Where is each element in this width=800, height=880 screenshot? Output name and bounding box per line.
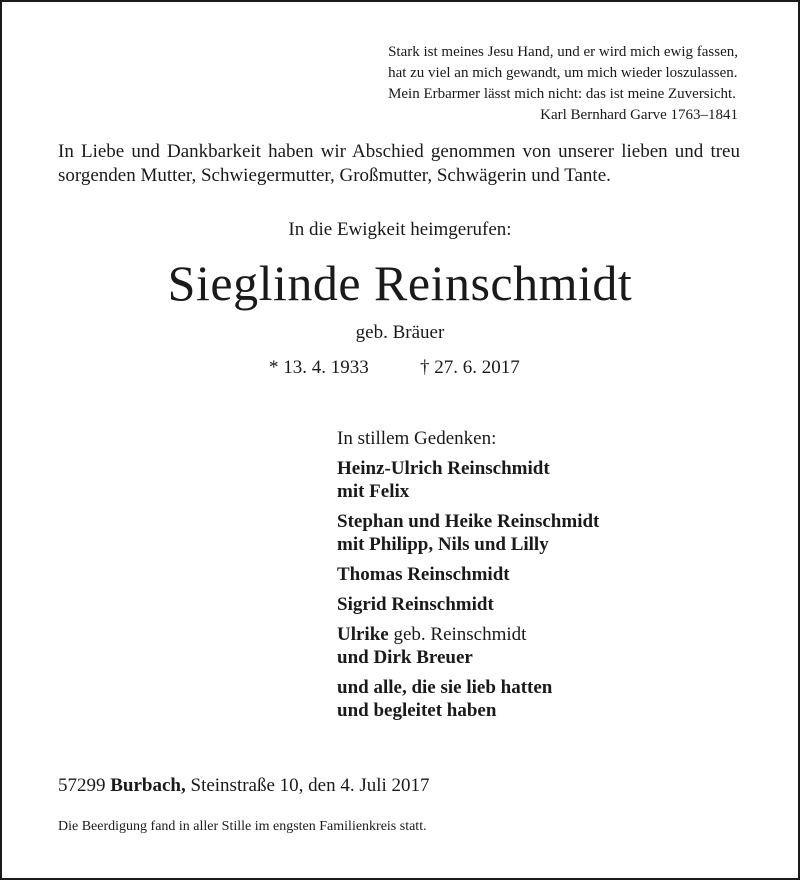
mourner-group: [337, 593, 599, 616]
address-date: Steinstraße 10, den 4. Juli 2017: [185, 775, 430, 796]
mourner-group: [337, 623, 599, 669]
maiden-name: geb. Bräuer: [355, 322, 445, 343]
mourner-line: und begleitet haben: [337, 700, 497, 721]
poem-line: Stark ist meines Jesu Hand, und er wird mich ewig fassen,: [388, 44, 738, 60]
mourner-line: Heinz-Ulrich Reinschmidt: [337, 458, 550, 479]
place-date-line: [58, 775, 430, 797]
intro-text: In Liebe und Dankbarkeit haben wir Abschied genommen von unserer lieben und treu sorgenden Mutter, Schwiegermutter, Großmutter, Schwägerin und Tante.: [58, 141, 740, 186]
mourner-line: Stephan und Heike Reinschmidt: [337, 511, 600, 532]
postal-code: 57299: [58, 775, 111, 796]
mourner-line: und Dirk Breuer: [337, 647, 473, 668]
heimgerufen-line: In die Ewigkeit heimgerufen:: [288, 219, 512, 240]
deceased-name: Sieglinde Reinschmidt: [167, 255, 633, 311]
poem-block: [388, 42, 738, 126]
mourner-line: [337, 623, 599, 646]
mourners-heading: In stillem Gedenken:: [337, 428, 497, 449]
mourner-line: Sigrid Reinschmidt: [337, 594, 494, 615]
birth-date: * 13. 4. 1933: [269, 357, 369, 378]
death-date: † 27. 6. 2017: [420, 357, 520, 378]
mourner-first-name: Ulrike: [337, 624, 389, 645]
poem-line: Mein Erbarmer lässt mich nicht: das ist meine Zuversicht.: [388, 86, 736, 102]
mourner-line: mit Felix: [337, 481, 410, 502]
mourner-line: und alle, die sie lieb hatten: [337, 677, 553, 698]
mourner-group: [337, 676, 599, 722]
mourner-group: [337, 457, 599, 503]
mourners-block: [337, 427, 599, 729]
poem-line: hat zu viel an mich gewandt, um mich wieder loszulassen.: [388, 65, 738, 81]
mourner-group: [337, 563, 599, 586]
mourner-line: mit Philipp, Nils und Lilly: [337, 534, 549, 555]
mourner-line: Thomas Reinschmidt: [337, 564, 510, 585]
funeral-note: Die Beerdigung fand in aller Stille im engsten Familienkreis statt.: [58, 819, 427, 834]
mourner-maiden: geb. Reinschmidt: [388, 624, 527, 645]
city: Burbach,: [110, 775, 186, 796]
poem-author: Karl Bernhard Garve 1763–1841: [540, 107, 738, 123]
mourner-group: [337, 510, 599, 556]
